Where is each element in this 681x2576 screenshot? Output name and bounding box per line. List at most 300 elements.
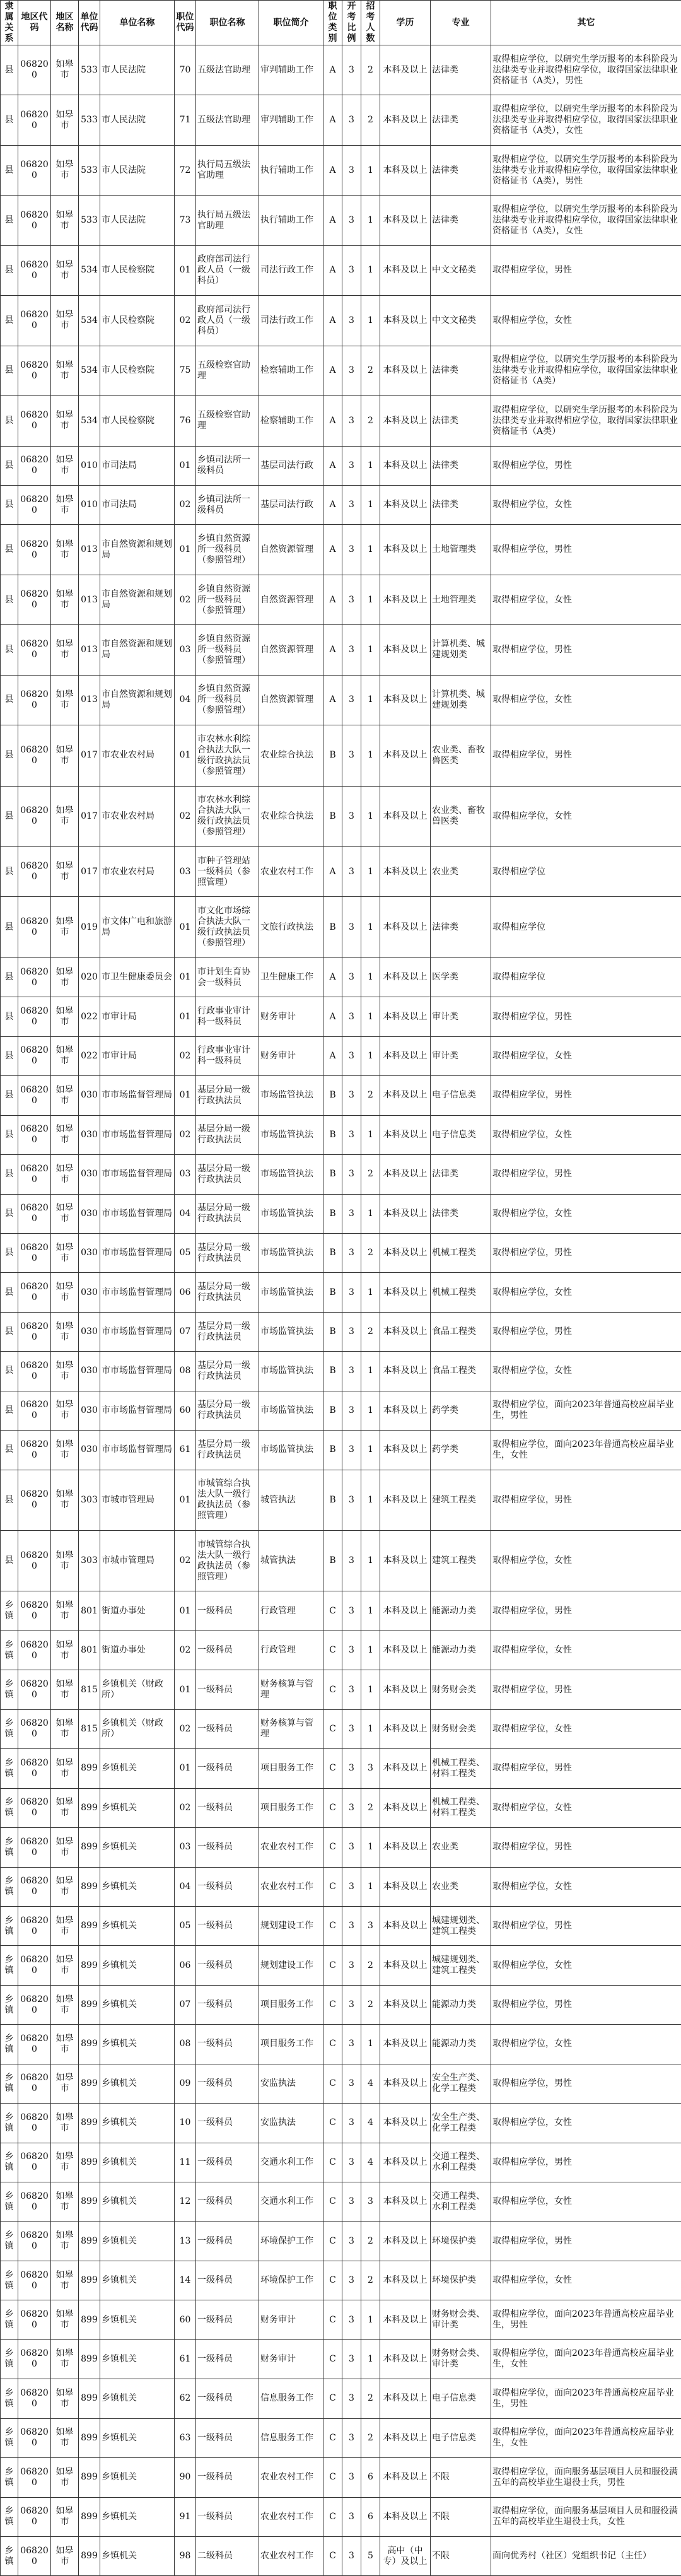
cell-hire-count: 2	[361, 2261, 380, 2300]
cell-exam-ratio: 3	[342, 2497, 361, 2536]
table-row	[1, 2261, 681, 2300]
cell-region-name: 如皋市	[51, 675, 79, 725]
cell-affiliation: 县	[1, 1194, 18, 1233]
cell-position-desc: 财务审计	[259, 1036, 323, 1075]
cell-unit-name: 市司法局	[100, 485, 175, 524]
cell-position-name: 基层分局一级行政执法员	[196, 1352, 259, 1391]
cell-unit-code: 899	[79, 2261, 100, 2300]
cell-position-code: 61	[175, 1431, 196, 1470]
cell-other: 取得相应学位，女性	[491, 2261, 681, 2300]
cell-other: 取得相应学位，面向2023年普通高校应届毕业生，男性	[491, 1391, 681, 1430]
cell-hire-count: 2	[361, 396, 380, 446]
cell-unit-code: 030	[79, 1391, 100, 1430]
cell-region-name: 如皋市	[51, 1312, 79, 1351]
cell-position-desc: 市场监管执法	[259, 1194, 323, 1233]
cell-position-category: A	[323, 675, 342, 725]
cell-unit-code: 303	[79, 1531, 100, 1591]
cell-exam-ratio: 3	[342, 2182, 361, 2222]
cell-position-category: C	[323, 1670, 342, 1709]
cell-region-name: 如皋市	[51, 1470, 79, 1530]
cell-unit-name: 市人民检察院	[100, 296, 175, 346]
cell-unit-name: 市市场监督管理局	[100, 1312, 175, 1351]
cell-unit-name: 市市场监督管理局	[100, 1155, 175, 1194]
table-row	[1, 1946, 681, 1985]
cell-hire-count: 1	[361, 1273, 380, 1312]
cell-major: 法律类	[431, 1194, 491, 1233]
cell-affiliation: 县	[1, 196, 18, 245]
cell-position-name: 一级科员	[196, 2339, 259, 2379]
cell-other: 取得相应学位，男性	[491, 725, 681, 786]
cell-exam-ratio: 3	[342, 2458, 361, 2497]
cell-position-name: 执行局五级法官助理	[196, 196, 259, 245]
cell-hire-count: 5	[361, 2536, 380, 2575]
cell-exam-ratio: 3	[342, 675, 361, 725]
cell-affiliation: 县	[1, 997, 18, 1036]
cell-region-code: 068200	[18, 2064, 51, 2103]
cell-affiliation: 县	[1, 525, 18, 575]
cell-position-category: A	[323, 525, 342, 575]
cell-hire-count: 3	[361, 1906, 380, 1945]
cell-unit-code: 030	[79, 1155, 100, 1194]
cell-affiliation: 县	[1, 446, 18, 485]
cell-region-code: 068200	[18, 1591, 51, 1630]
cell-unit-code: 013	[79, 675, 100, 725]
cell-position-name: 乡镇自然资源所一级科员（参照管理）	[196, 625, 259, 675]
cell-position-code: 04	[175, 1194, 196, 1233]
cell-position-code: 91	[175, 2497, 196, 2536]
cell-other: 取得相应学位，女性	[491, 1867, 681, 1906]
table-row	[1, 2458, 681, 2497]
cell-region-name: 如皋市	[51, 1155, 79, 1194]
cell-exam-ratio: 3	[342, 625, 361, 675]
cell-major: 法律类	[431, 1155, 491, 1194]
cell-region-code: 068200	[18, 446, 51, 485]
cell-hire-count: 2	[361, 2379, 380, 2418]
cell-region-name: 如皋市	[51, 1431, 79, 1470]
cell-position-code: 02	[175, 1531, 196, 1591]
cell-exam-ratio: 3	[342, 2418, 361, 2457]
cell-position-category: C	[323, 2222, 342, 2261]
cell-position-category: B	[323, 1194, 342, 1233]
cell-unit-code: 899	[79, 1906, 100, 1945]
cell-affiliation: 县	[1, 725, 18, 786]
cell-position-code: 02	[175, 1115, 196, 1154]
table-row	[1, 1470, 681, 1530]
cell-region-code: 068200	[18, 2025, 51, 2064]
cell-position-category: C	[323, 1709, 342, 1748]
cell-position-desc: 市场监管执法	[259, 1233, 323, 1272]
cell-affiliation: 县	[1, 485, 18, 524]
cell-exam-ratio: 3	[342, 1531, 361, 1591]
cell-other: 取得相应学位，以研究生学历报考的本科阶段为法律类专业并取得相应学位，取得国家法律职业资格证书（A类），男性	[491, 145, 681, 195]
cell-region-name: 如皋市	[51, 1233, 79, 1272]
cell-other: 取得相应学位，男性	[491, 1985, 681, 2024]
cell-other: 取得相应学位，以研究生学历报考的本科阶段为法律类专业并取得相应学位，取得国家法律职业资格证书（A类），女性	[491, 196, 681, 245]
cell-major: 法律类	[431, 396, 491, 446]
cell-education: 本科及以上	[380, 1591, 431, 1630]
cell-exam-ratio: 3	[342, 957, 361, 997]
table-row	[1, 575, 681, 624]
cell-position-desc: 交通水利工作	[259, 2143, 323, 2182]
cell-hire-count: 1	[361, 1670, 380, 1709]
table-row	[1, 396, 681, 446]
cell-position-name: 一级科员	[196, 2064, 259, 2103]
cell-position-category: B	[323, 897, 342, 957]
cell-hire-count: 1	[361, 675, 380, 725]
cell-position-desc: 行政管理	[259, 1591, 323, 1630]
cell-affiliation: 县	[1, 1531, 18, 1591]
cell-other: 取得相应学位，以研究生学历报考的本科阶段为法律类专业并取得相应学位，取得国家法律职业资格证书（A类）	[491, 396, 681, 446]
cell-position-category: C	[323, 1985, 342, 2024]
cell-position-category: B	[323, 1155, 342, 1194]
cell-unit-code: 815	[79, 1709, 100, 1748]
cell-position-category: B	[323, 1391, 342, 1430]
cell-position-name: 一级科员	[196, 1946, 259, 1985]
cell-affiliation: 县	[1, 1391, 18, 1430]
cell-position-category: C	[323, 2261, 342, 2300]
cell-region-name: 如皋市	[51, 1352, 79, 1391]
cell-region-code: 068200	[18, 1233, 51, 1272]
cell-major: 土地管理类	[431, 525, 491, 575]
table-row	[1, 2497, 681, 2536]
cell-education: 本科及以上	[380, 1867, 431, 1906]
cell-region-name: 如皋市	[51, 2339, 79, 2379]
cell-education: 本科及以上	[380, 2025, 431, 2064]
cell-region-name: 如皋市	[51, 1036, 79, 1075]
cell-region-code: 068200	[18, 2104, 51, 2143]
cell-position-code: 04	[175, 1867, 196, 1906]
cell-other: 取得相应学位，以研究生学历报考的本科阶段为法律类专业并取得相应学位，取得国家法律职业资格证书（A类），女性	[491, 95, 681, 145]
cell-region-name: 如皋市	[51, 2300, 79, 2339]
cell-unit-code: 815	[79, 1670, 100, 1709]
cell-region-name: 如皋市	[51, 1630, 79, 1670]
table-row	[1, 786, 681, 846]
cell-unit-code: 303	[79, 1470, 100, 1530]
cell-major: 农业类	[431, 1828, 491, 1867]
cell-unit-name: 市市场监督管理局	[100, 1352, 175, 1391]
cell-exam-ratio: 3	[342, 1115, 361, 1154]
cell-region-code: 068200	[18, 625, 51, 675]
cell-education: 本科及以上	[380, 1155, 431, 1194]
cell-region-code: 068200	[18, 2143, 51, 2182]
table-row	[1, 1828, 681, 1867]
cell-region-name: 如皋市	[51, 396, 79, 446]
cell-region-name: 如皋市	[51, 725, 79, 786]
cell-major: 建筑工程类	[431, 1470, 491, 1530]
cell-region-code: 068200	[18, 1470, 51, 1530]
cell-education: 本科及以上	[380, 1946, 431, 1985]
cell-position-desc: 农业农村工作	[259, 2497, 323, 2536]
cell-position-category: B	[323, 1431, 342, 1470]
cell-unit-code: 030	[79, 1076, 100, 1115]
cell-region-name: 如皋市	[51, 2064, 79, 2103]
cell-position-name: 一级科员	[196, 1828, 259, 1867]
cell-unit-code: 017	[79, 725, 100, 786]
cell-affiliation: 县	[1, 1115, 18, 1154]
cell-region-name: 如皋市	[51, 997, 79, 1036]
cell-region-name: 如皋市	[51, 1906, 79, 1945]
cell-unit-code: 533	[79, 196, 100, 245]
cell-affiliation: 乡镇	[1, 1828, 18, 1867]
cell-affiliation: 乡镇	[1, 2300, 18, 2339]
cell-hire-count: 1	[361, 1531, 380, 1591]
cell-hire-count: 1	[361, 786, 380, 846]
cell-position-code: 73	[175, 196, 196, 245]
cell-affiliation: 乡镇	[1, 1749, 18, 1788]
cell-unit-name: 市农业农村局	[100, 847, 175, 897]
cell-position-desc: 财务核算与管理	[259, 1670, 323, 1709]
cell-exam-ratio: 3	[342, 1194, 361, 1233]
table-row	[1, 2222, 681, 2261]
cell-unit-name: 市人民法院	[100, 196, 175, 245]
cell-education: 本科及以上	[380, 2497, 431, 2536]
cell-region-code: 068200	[18, 1155, 51, 1194]
cell-unit-code: 013	[79, 525, 100, 575]
table-row	[1, 245, 681, 295]
cell-position-name: 一级科员	[196, 1630, 259, 1670]
cell-region-code: 068200	[18, 95, 51, 145]
cell-education: 本科及以上	[380, 2339, 431, 2379]
cell-major: 农业类	[431, 1867, 491, 1906]
cell-affiliation: 乡镇	[1, 1906, 18, 1945]
cell-major: 法律类	[431, 145, 491, 195]
cell-region-name: 如皋市	[51, 2458, 79, 2497]
cell-affiliation: 县	[1, 786, 18, 846]
cell-affiliation: 县	[1, 296, 18, 346]
cell-education: 本科及以上	[380, 1630, 431, 1670]
cell-major: 环境保护类	[431, 2222, 491, 2261]
cell-position-desc: 自然资源管理	[259, 625, 323, 675]
cell-position-name: 乡镇自然资源所一级科员（参照管理）	[196, 675, 259, 725]
cell-major: 中文文秘类	[431, 296, 491, 346]
cell-position-desc: 市场监管执法	[259, 1155, 323, 1194]
cell-position-code: 76	[175, 396, 196, 446]
cell-region-name: 如皋市	[51, 625, 79, 675]
cell-position-code: 02	[175, 1630, 196, 1670]
cell-position-category: C	[323, 2300, 342, 2339]
cell-unit-code: 030	[79, 1312, 100, 1351]
cell-affiliation: 乡镇	[1, 2418, 18, 2457]
cell-unit-code: 533	[79, 145, 100, 195]
cell-education: 本科及以上	[380, 1531, 431, 1591]
cell-other: 取得相应学位，女性	[491, 1788, 681, 1827]
table-header-row	[1, 1, 681, 45]
cell-region-name: 如皋市	[51, 1709, 79, 1748]
cell-major: 农业类	[431, 847, 491, 897]
cell-region-name: 如皋市	[51, 1828, 79, 1867]
cell-unit-code: 899	[79, 2025, 100, 2064]
cell-position-category: C	[323, 1946, 342, 1985]
cell-hire-count: 2	[361, 1076, 380, 1115]
cell-position-name: 五级法官助理	[196, 95, 259, 145]
cell-region-name: 如皋市	[51, 1788, 79, 1827]
cell-major: 药学类	[431, 1431, 491, 1470]
cell-position-desc: 市场监管执法	[259, 1391, 323, 1430]
cell-unit-name: 乡镇机关	[100, 2379, 175, 2418]
cell-position-code: 05	[175, 1233, 196, 1272]
cell-other: 取得相应学位，面向2023年普通高校应届毕业生，女性	[491, 2418, 681, 2457]
cell-major: 财务财会类	[431, 1670, 491, 1709]
cell-major: 城建规划类、建筑工程类	[431, 1906, 491, 1945]
cell-position-category: B	[323, 1076, 342, 1115]
cell-education: 本科及以上	[380, 245, 431, 295]
table-row	[1, 2143, 681, 2182]
cell-education: 本科及以上	[380, 1115, 431, 1154]
cell-exam-ratio: 3	[342, 1591, 361, 1630]
table-row	[1, 1036, 681, 1075]
cell-affiliation: 乡镇	[1, 1709, 18, 1748]
cell-education: 本科及以上	[380, 1670, 431, 1709]
cell-other: 取得相应学位，男性	[491, 1591, 681, 1630]
cell-exam-ratio: 3	[342, 485, 361, 524]
cell-education: 本科及以上	[380, 525, 431, 575]
cell-position-desc: 检察辅助工作	[259, 346, 323, 395]
cell-major: 医学类	[431, 957, 491, 997]
cell-position-code: 11	[175, 2143, 196, 2182]
cell-affiliation: 乡镇	[1, 2222, 18, 2261]
cell-region-code: 068200	[18, 1709, 51, 1748]
cell-position-desc: 卫生健康工作	[259, 957, 323, 997]
cell-exam-ratio: 3	[342, 1155, 361, 1194]
cell-major: 电子信息类	[431, 2379, 491, 2418]
cell-unit-code: 899	[79, 2143, 100, 2182]
cell-region-name: 如皋市	[51, 45, 79, 95]
cell-unit-code: 533	[79, 95, 100, 145]
cell-position-desc: 市场监管执法	[259, 1431, 323, 1470]
cell-education: 本科及以上	[380, 1985, 431, 2024]
cell-unit-name: 市市场监督管理局	[100, 1115, 175, 1154]
cell-education: 本科及以上	[380, 2222, 431, 2261]
cell-education: 本科及以上	[380, 1391, 431, 1430]
cell-unit-code: 899	[79, 2536, 100, 2575]
cell-region-code: 068200	[18, 1273, 51, 1312]
cell-position-code: 01	[175, 525, 196, 575]
cell-position-code: 71	[175, 95, 196, 145]
cell-other: 取得相应学位，女性	[491, 675, 681, 725]
cell-position-category: C	[323, 2339, 342, 2379]
cell-unit-name: 乡镇机关	[100, 2458, 175, 2497]
table-row	[1, 45, 681, 95]
cell-other: 取得相应学位，男性	[491, 2222, 681, 2261]
cell-unit-name: 市城市管理局	[100, 1470, 175, 1530]
cell-education: 本科及以上	[380, 997, 431, 1036]
cell-unit-code: 899	[79, 1946, 100, 1985]
cell-position-name: 二级科员	[196, 2536, 259, 2575]
cell-position-desc: 审判辅助工作	[259, 95, 323, 145]
cell-affiliation: 县	[1, 1155, 18, 1194]
cell-region-name: 如皋市	[51, 1670, 79, 1709]
cell-region-name: 如皋市	[51, 2497, 79, 2536]
cell-position-desc: 执行辅助工作	[259, 145, 323, 195]
cell-region-name: 如皋市	[51, 897, 79, 957]
cell-position-code: 03	[175, 1155, 196, 1194]
cell-education: 高中（中专）及以上	[380, 2536, 431, 2575]
table-row	[1, 1391, 681, 1430]
cell-unit-code: 899	[79, 1867, 100, 1906]
header-position-code: 职位代码	[175, 1, 196, 45]
cell-unit-name: 乡镇机关	[100, 2418, 175, 2457]
cell-position-category: C	[323, 1788, 342, 1827]
cell-other: 取得相应学位，男性	[491, 625, 681, 675]
cell-unit-code: 534	[79, 396, 100, 446]
cell-hire-count: 1	[361, 1115, 380, 1154]
cell-other: 取得相应学位，面向2023年普通高校应届毕业生，女性	[491, 2339, 681, 2379]
cell-exam-ratio: 3	[342, 2261, 361, 2300]
cell-region-name: 如皋市	[51, 1531, 79, 1591]
cell-affiliation: 县	[1, 45, 18, 95]
cell-exam-ratio: 3	[342, 1630, 361, 1670]
cell-unit-code: 899	[79, 2182, 100, 2222]
cell-exam-ratio: 3	[342, 446, 361, 485]
cell-major: 法律类	[431, 897, 491, 957]
cell-unit-code: 030	[79, 1115, 100, 1154]
cell-unit-code: 017	[79, 786, 100, 846]
cell-position-code: 01	[175, 1470, 196, 1530]
cell-region-code: 068200	[18, 1788, 51, 1827]
cell-major: 电子信息类	[431, 1115, 491, 1154]
cell-other: 取得相应学位，女性	[491, 1630, 681, 1670]
cell-position-category: C	[323, 1591, 342, 1630]
cell-unit-name: 市人民检察院	[100, 346, 175, 395]
cell-education: 本科及以上	[380, 1906, 431, 1945]
cell-region-name: 如皋市	[51, 346, 79, 395]
cell-region-code: 068200	[18, 1906, 51, 1945]
table-row	[1, 1115, 681, 1154]
cell-position-code: 60	[175, 2300, 196, 2339]
cell-exam-ratio: 3	[342, 2379, 361, 2418]
header-affiliation: 隶属关系	[1, 1, 18, 45]
header-unit-code: 单位代码	[79, 1, 100, 45]
cell-region-code: 068200	[18, 45, 51, 95]
cell-position-code: 05	[175, 1906, 196, 1945]
cell-hire-count: 4	[361, 2104, 380, 2143]
cell-position-code: 08	[175, 1352, 196, 1391]
cell-major: 能源动力类	[431, 1630, 491, 1670]
table-row	[1, 1155, 681, 1194]
cell-unit-name: 市审计局	[100, 1036, 175, 1075]
cell-education: 本科及以上	[380, 196, 431, 245]
cell-position-name: 五级检察官助理	[196, 346, 259, 395]
cell-position-name: 基层分局一级行政执法员	[196, 1391, 259, 1430]
cell-unit-code: 899	[79, 1749, 100, 1788]
table-row	[1, 1273, 681, 1312]
header-exam-ratio: 开考比例	[342, 1, 361, 45]
cell-region-name: 如皋市	[51, 1194, 79, 1233]
cell-position-desc: 城管执法	[259, 1531, 323, 1591]
cell-affiliation: 乡镇	[1, 2064, 18, 2103]
table-row	[1, 145, 681, 195]
cell-unit-name: 乡镇机关（财政所）	[100, 1709, 175, 1748]
cell-hire-count: 1	[361, 1194, 380, 1233]
cell-unit-code: 030	[79, 1273, 100, 1312]
cell-position-name: 市农林水利综合执法大队一级行政执法员（参照管理）	[196, 786, 259, 846]
cell-position-code: 01	[175, 446, 196, 485]
cell-position-name: 乡镇司法所一级科员	[196, 446, 259, 485]
cell-other: 取得相应学位，男性	[491, 1076, 681, 1115]
cell-exam-ratio: 3	[342, 897, 361, 957]
cell-exam-ratio: 3	[342, 1709, 361, 1748]
cell-position-code: 01	[175, 245, 196, 295]
cell-position-name: 一级科员	[196, 2300, 259, 2339]
cell-position-name: 一级科员	[196, 2143, 259, 2182]
cell-position-code: 02	[175, 485, 196, 524]
cell-region-name: 如皋市	[51, 485, 79, 524]
cell-education: 本科及以上	[380, 2104, 431, 2143]
cell-other: 取得相应学位，男性	[491, 1828, 681, 1867]
cell-affiliation: 乡镇	[1, 1630, 18, 1670]
cell-position-code: 75	[175, 346, 196, 395]
cell-position-category: C	[323, 1867, 342, 1906]
